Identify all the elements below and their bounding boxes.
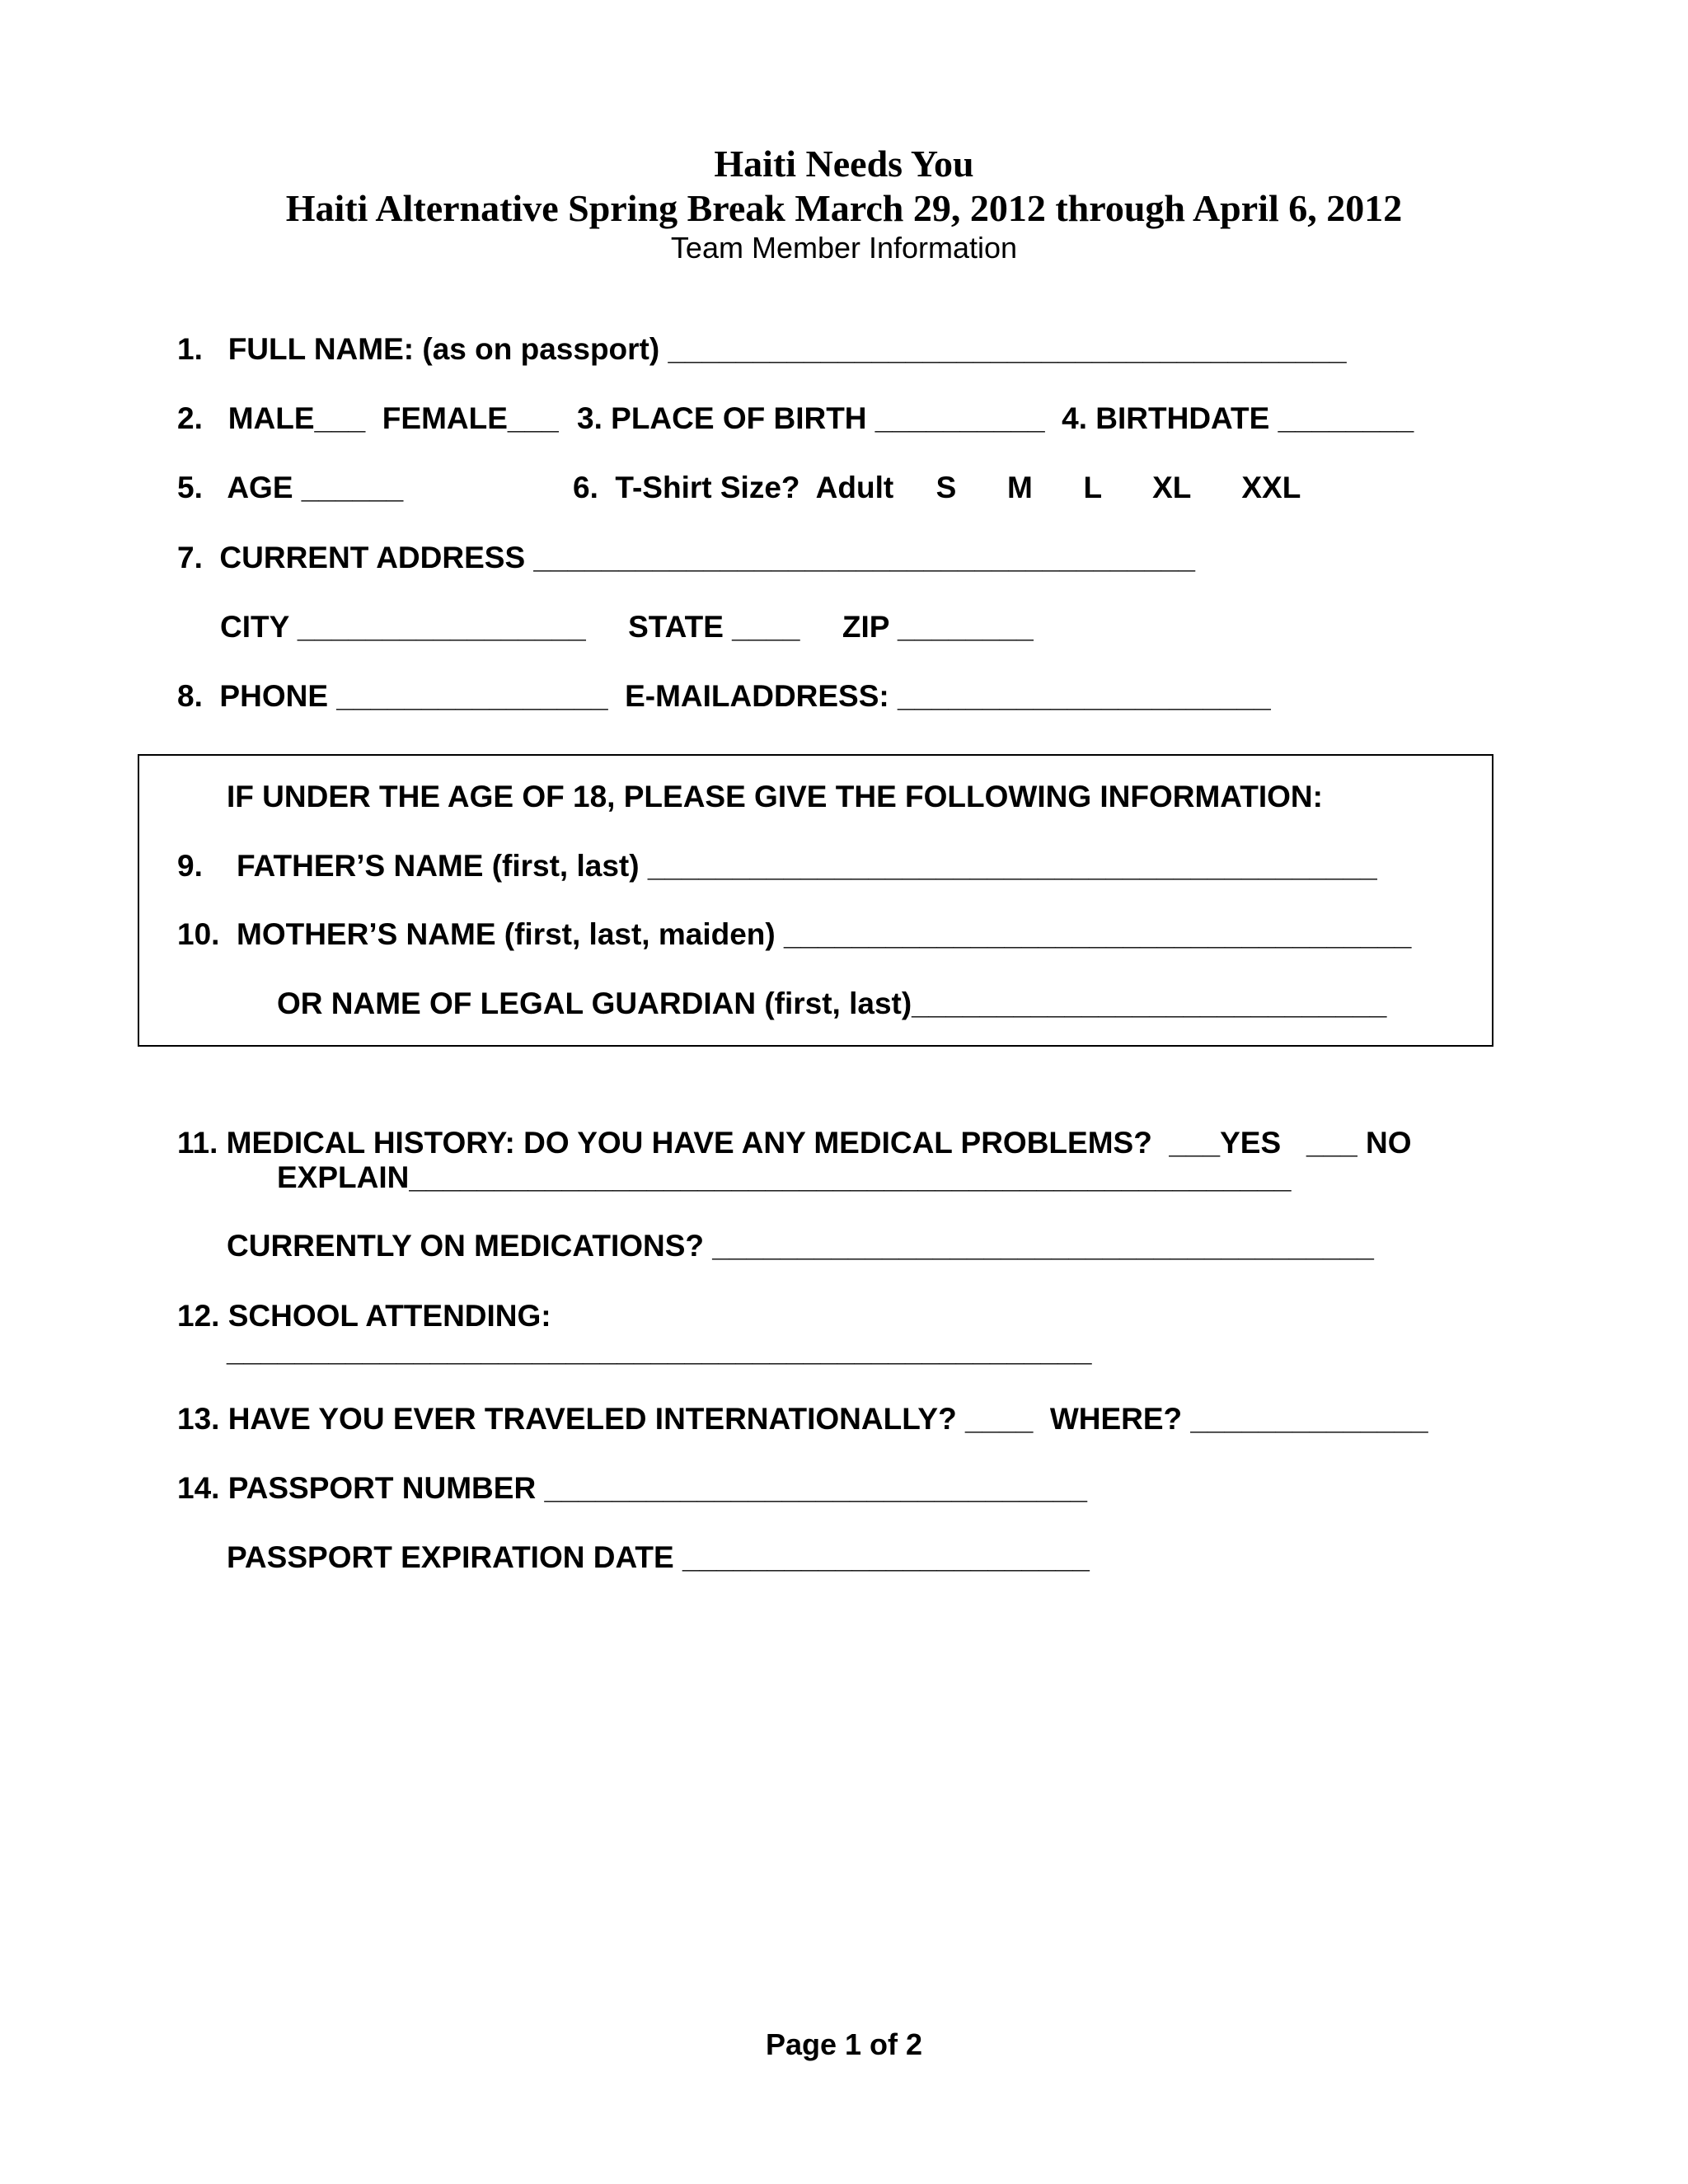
field-school-line[interactable]: ___________________________________________________ <box>227 1333 1092 1367</box>
field-full-name[interactable]: 1. FULL NAME: (as on passport) ________________________________________ <box>177 332 1347 366</box>
field-medical-history[interactable]: 11. MEDICAL HISTORY: DO YOU HAVE ANY MEDICAL PROBLEMS? ___YES ___ NO <box>177 1126 1412 1160</box>
document-subtitle: Haiti Alternative Spring Break March 29, 2012 through April 6, 2012 <box>285 187 1403 229</box>
field-legal-guardian[interactable]: OR NAME OF LEGAL GUARDIAN (first, last)____________________________ <box>277 987 1387 1020</box>
field-mother-name[interactable]: 10. MOTHER’S NAME (first, last, maiden) _____________________________________ <box>177 917 1412 951</box>
field-passport-expiration[interactable]: PASSPORT EXPIRATION DATE ________________________ <box>227 1540 1090 1574</box>
field-sex[interactable]: 2. MALE___ FEMALE___ <box>177 401 559 435</box>
field-school-label: 12. SCHOOL ATTENDING: <box>177 1299 551 1333</box>
field-current-address[interactable]: 7. CURRENT ADDRESS _______________________________________ <box>177 541 1195 574</box>
section-heading: Team Member Information <box>670 231 1018 265</box>
page-number: Page 1 of 2 <box>765 2027 923 2061</box>
field-birth[interactable]: 3. PLACE OF BIRTH __________ 4. BIRTHDATE ________ <box>577 401 1414 435</box>
field-passport-number[interactable]: 14. PASSPORT NUMBER ________________________________ <box>177 1471 1087 1505</box>
field-phone-email[interactable]: 8. PHONE ________________ E-MAILADDRESS: ______________________ <box>177 679 1271 713</box>
field-tshirt-size[interactable]: 6. T-Shirt Size? Adult S M L XL XXL <box>573 471 1301 504</box>
field-age[interactable]: 5. AGE ______ <box>177 471 404 504</box>
guardian-box-heading: IF UNDER THE AGE OF 18, PLEASE GIVE THE FOLLOWING INFORMATION: <box>227 780 1323 813</box>
field-medical-explain[interactable]: EXPLAIN____________________________________________________ <box>277 1160 1292 1194</box>
field-medications[interactable]: CURRENTLY ON MEDICATIONS? _______________________________________ <box>227 1229 1374 1263</box>
field-city-state-zip[interactable]: CITY _________________ STATE ____ ZIP ________ <box>220 610 1034 644</box>
field-international-travel[interactable]: 13. HAVE YOU EVER TRAVELED INTERNATIONALLY? ____ WHERE? ______________ <box>177 1402 1428 1436</box>
field-father-name[interactable]: 9. FATHER’S NAME (first, last) ___________________________________________ <box>177 849 1377 883</box>
document-title: Haiti Needs You <box>714 143 974 185</box>
